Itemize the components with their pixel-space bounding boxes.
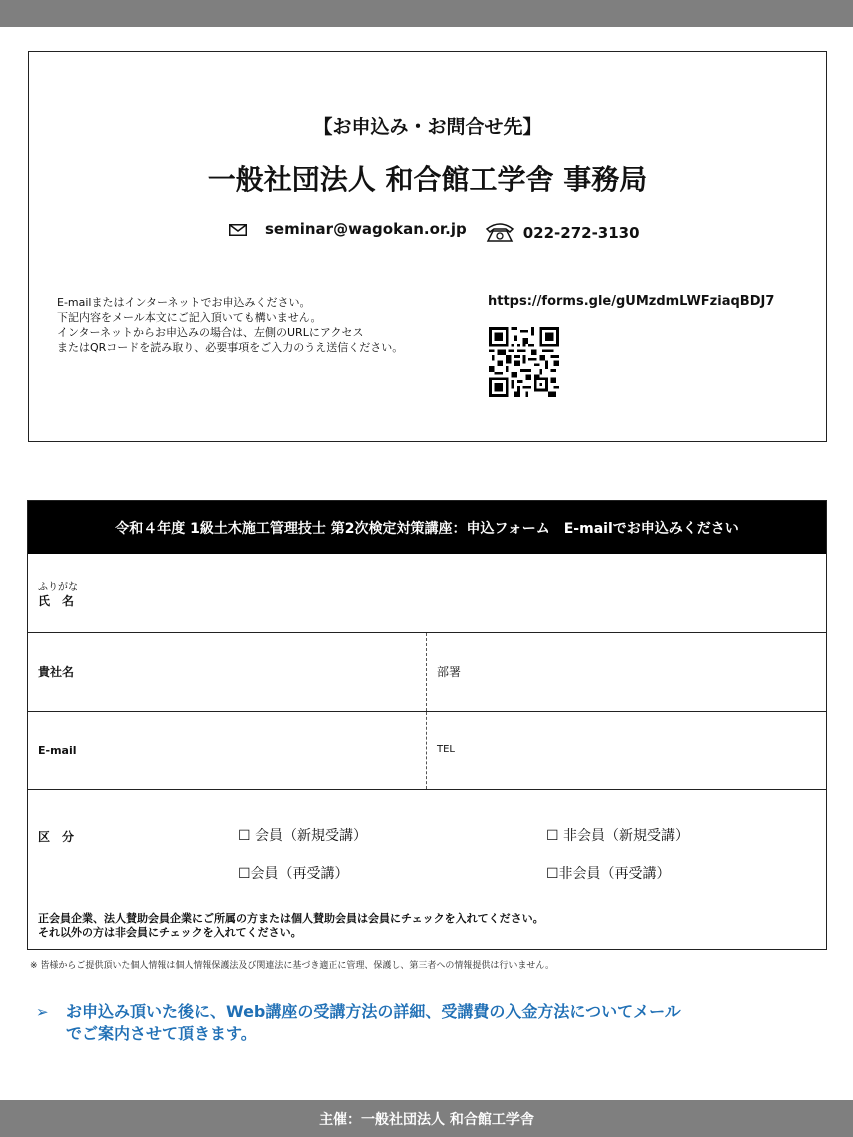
mail-icon: [229, 224, 247, 236]
member-repeat-checkbox[interactable]: ☐会員（再受講）: [238, 866, 349, 882]
email-label: E-mail: [38, 744, 77, 757]
footer-organizer: 主催：一般社団法人 和合館工学舎: [0, 1100, 853, 1137]
phone-icon: [485, 221, 515, 243]
instructions: [57, 295, 403, 355]
nonmember-new-checkbox[interactable]: ☐ 非会員（新規受講）: [546, 828, 690, 844]
column-divider: [426, 633, 427, 711]
top-bar: [0, 0, 853, 27]
member-note-line: それ以外の方は非会員にチェックを入れてください。: [38, 926, 302, 939]
nonmember-repeat-checkbox[interactable]: ☐非会員（再受講）: [546, 866, 671, 882]
name-label: 氏 名: [38, 594, 75, 608]
privacy-note: ※ 皆様からご提供頂いた個人情報は個人情報保護法及び関連法に基づき適正に管理、保護し、第三者への情報提供は行いません。: [30, 961, 554, 971]
after-note-line: お申込み頂いた後に、Web講座の受講方法の詳細、受講費の入金方法についてメール: [66, 1002, 681, 1021]
application-form: [27, 500, 827, 950]
name-row[interactable]: [28, 554, 826, 632]
contact-box: [28, 51, 827, 442]
instruction-line: E-mailまたはインターネットでお申込みください。: [57, 296, 311, 309]
contact-line: [229, 218, 640, 240]
contact-phone[interactable]: 022-272-3130: [522, 224, 640, 242]
member-note-line: 正会員企業、法人賛助会員企業にご所属の方または個人賛助会員は会員にチェックを入れてください。: [38, 912, 544, 925]
company-row: [28, 632, 826, 711]
member-note: [38, 912, 544, 940]
instruction-line: またはQRコードを読み取り、必要事項をご入力のうえ送信ください。: [57, 341, 404, 354]
qr-code[interactable]: [489, 327, 559, 397]
tel-label: TEL: [437, 744, 455, 755]
after-note-line: でご案内させて頂きます。: [66, 1024, 257, 1043]
company-label: 貴社名: [38, 665, 75, 679]
organization-name: 一般社団法人 和合館工学舎 事務局: [207, 163, 648, 196]
contact-email[interactable]: seminar@wagokan.or.jp: [265, 220, 467, 238]
contact-heading: 【お申込み・お問合せ先】: [313, 116, 542, 138]
form-url-link[interactable]: https://forms.gle/gUMzdmLWFziaqBDJ7: [488, 294, 775, 309]
instruction-line: 下記内容をメール本文にご記入頂いても構いません。: [57, 311, 322, 324]
instruction-line: インターネットからお申込みの場合は、左側のURLにアクセス: [57, 326, 364, 339]
after-application-note: [36, 1001, 681, 1045]
arrow-bullet-icon: ➢: [36, 1003, 49, 1021]
category-row: [28, 789, 826, 950]
member-new-checkbox[interactable]: ☐ 会員（新規受講）: [238, 828, 368, 844]
form-title: 令和４年度 1級土木施工管理技士 第2次検定対策講座：申込フォーム E-mailでお申込みください: [28, 501, 826, 554]
column-divider: [426, 712, 427, 789]
furigana-label: ふりがな: [38, 582, 78, 593]
category-label: 区 分: [38, 830, 75, 844]
department-label: 部署: [437, 665, 462, 679]
email-row: [28, 711, 826, 789]
